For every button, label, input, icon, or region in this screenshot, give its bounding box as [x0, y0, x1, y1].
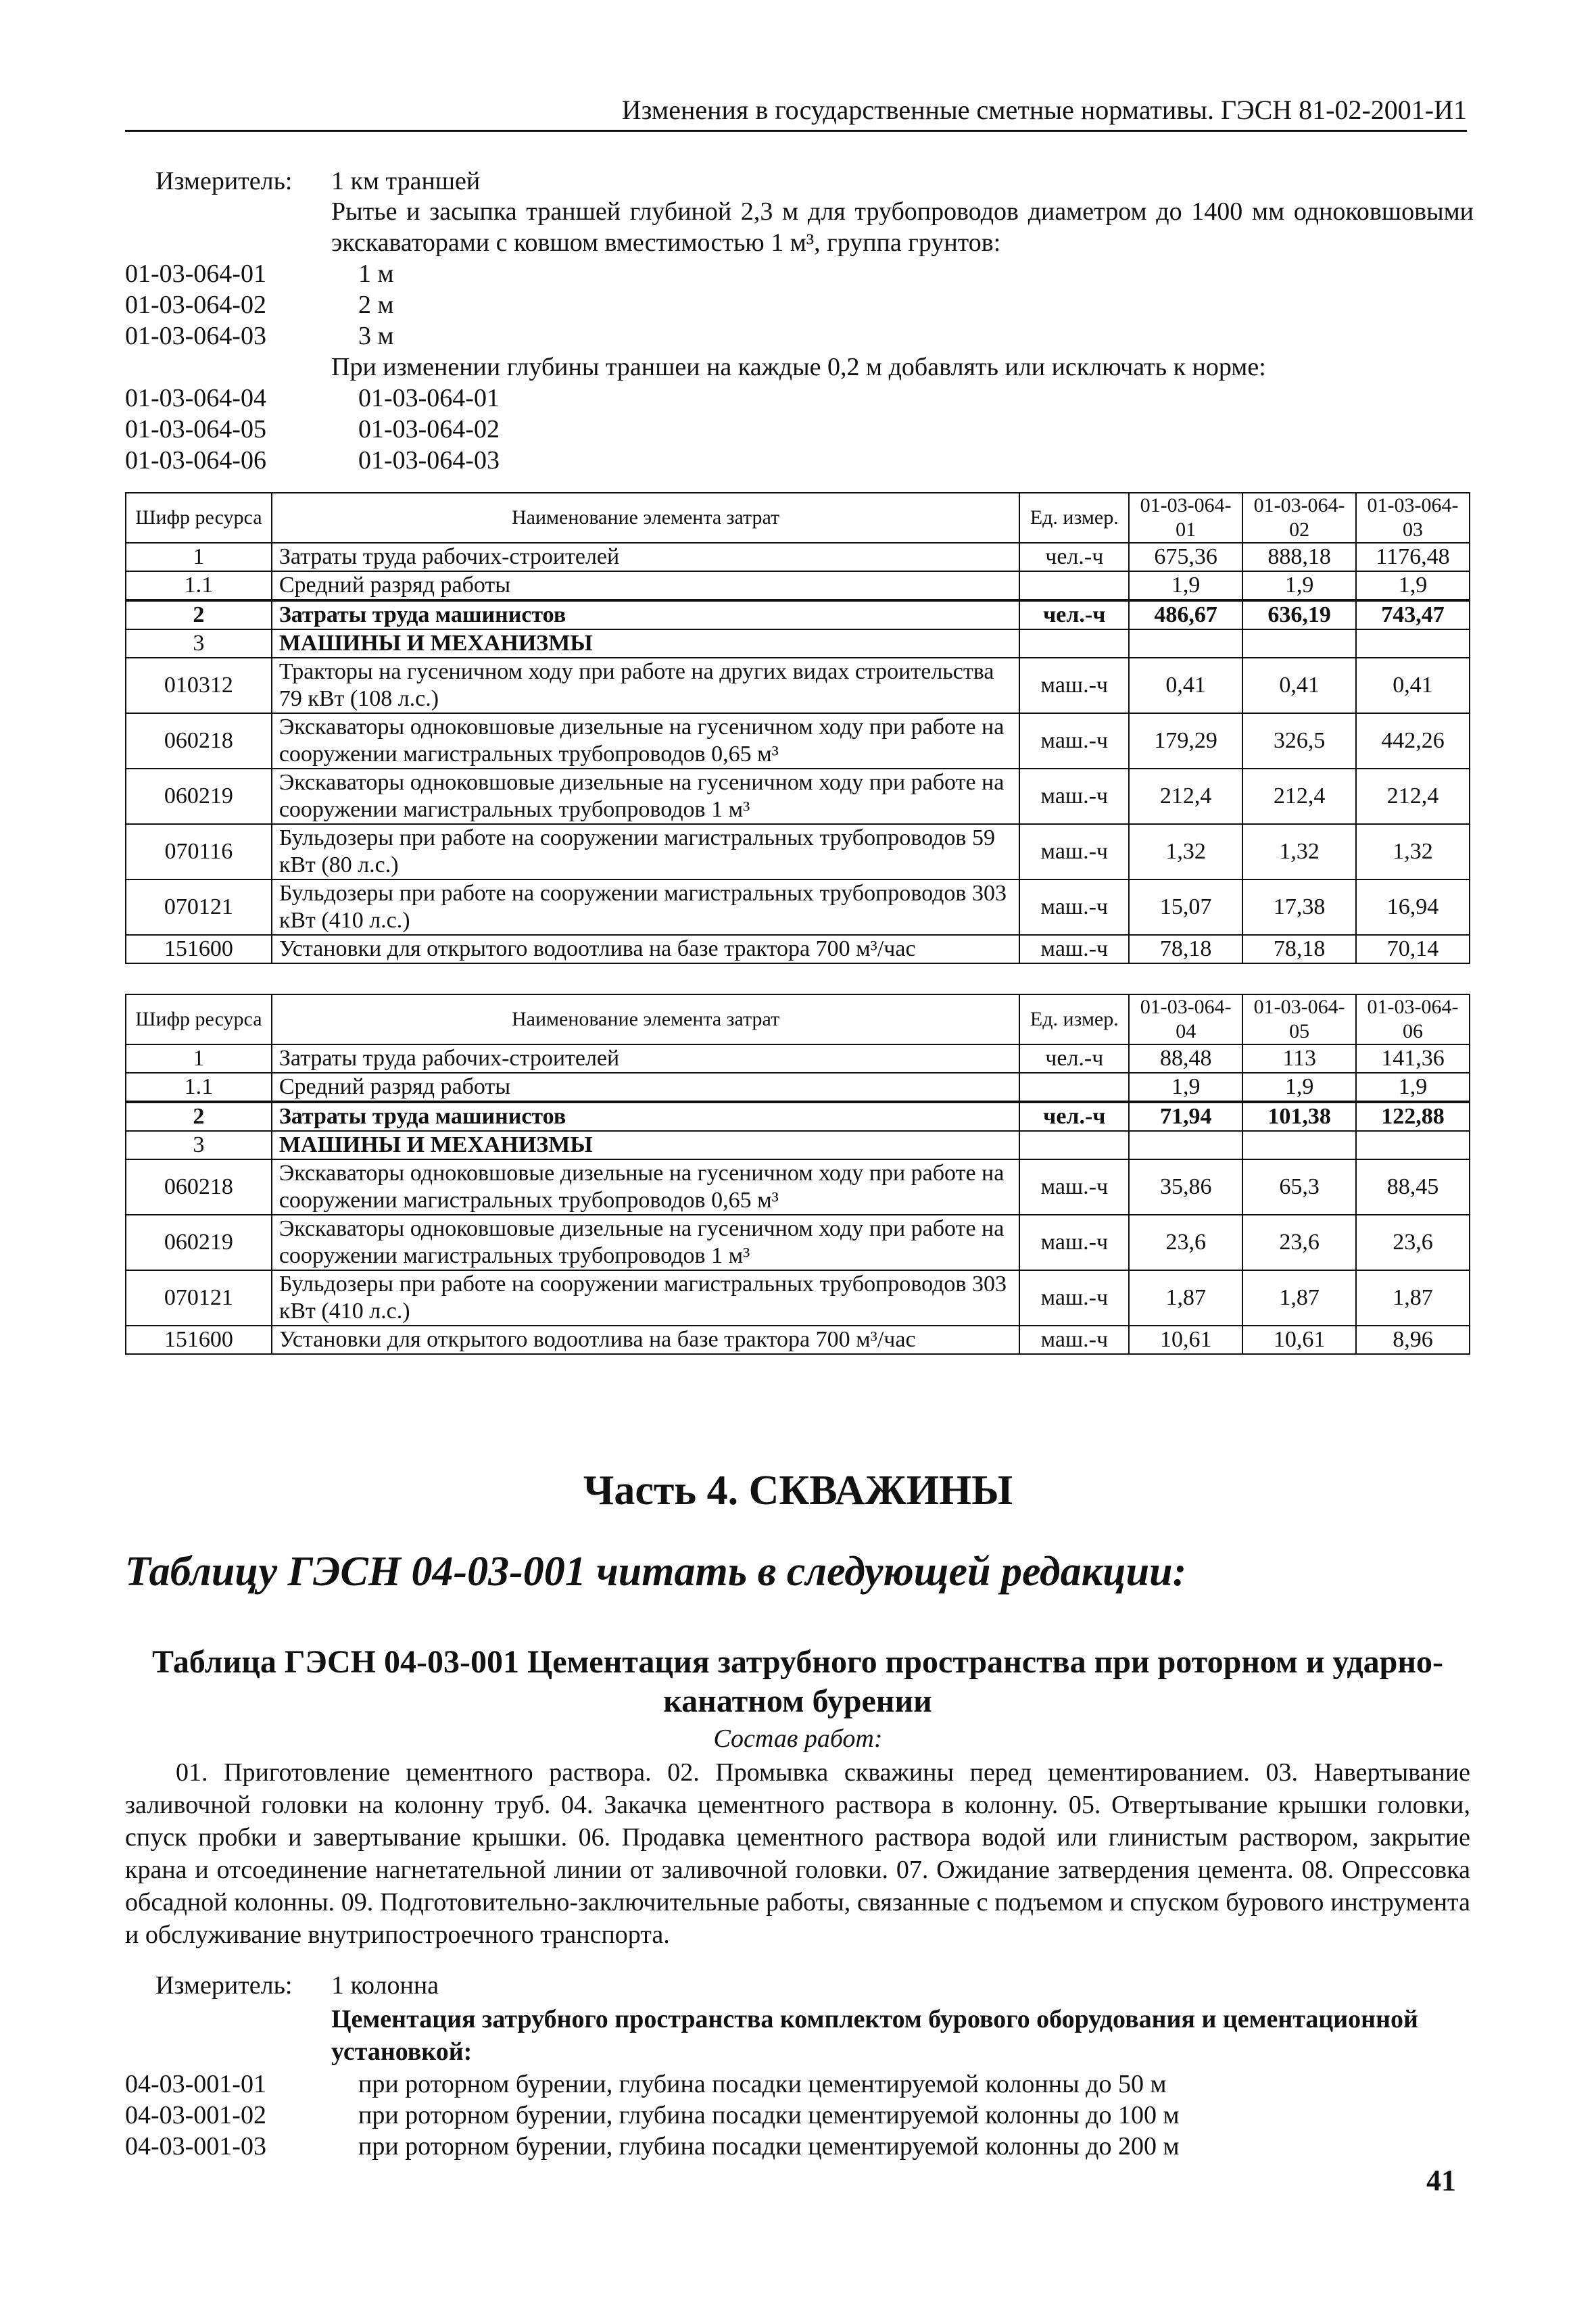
resource-code: 2: [126, 600, 272, 629]
resource-value: 10,61: [1129, 1326, 1242, 1354]
resource-value: [1242, 629, 1356, 658]
resource-name: Установки для открытого водоотлива на базе трактора 700 м³/час: [272, 1326, 1020, 1354]
resource-value: 636,19: [1242, 600, 1356, 629]
sostav-text: 01. Приготовление цементного раствора. 02. Промывка скважины перед цементированием. 03. Навертывание заливочной головки на колонну труб. 04. Закачка цементного раствора в колонну. 05. Отвертывание крышки головки, спуск пробки и завертывание крышки. 06. Продавка цементного раствора водой или глинистым раствором, закрытие крана и отсоединение нагнетательной линии от заливочной головки. 07. Ожидание затвердения цемента. 08. Опрессовка обсадной колонны. 09. Подготовительно-заключительные работы, связанные с подъемом и спуском бурового инструмента и обслуживание внутрипостроечного транспорта.: [125, 1758, 1470, 1949]
resource-code: 070116: [126, 824, 272, 879]
resource-value: 15,07: [1129, 879, 1242, 935]
resource-unit: чел.-ч: [1019, 1102, 1129, 1131]
resource-value: 78,18: [1129, 935, 1242, 963]
resource-value: 1,9: [1356, 1073, 1470, 1102]
column-header: 01-03-064-03: [1356, 493, 1470, 543]
resource-value: 88,45: [1356, 1159, 1470, 1215]
column-header: Наименование элемента затрат: [272, 493, 1020, 543]
table-row: [126, 935, 1470, 963]
resource-unit: маш.-ч: [1019, 658, 1129, 713]
change-note: При изменении глубины траншеи на каждые 0,2 м добавлять или исключать к норме:: [331, 353, 1266, 381]
resource-name: Экскаваторы одноковшовые дизельные на гусеничном ходу при работе на сооружении магистральных трубопроводов 1 м³: [272, 769, 1020, 824]
table-header-row: [126, 994, 1470, 1044]
code-item-text: 01-03-064-02: [358, 415, 500, 443]
table-row: [126, 1102, 1470, 1131]
resource-unit: маш.-ч: [1019, 1159, 1129, 1215]
resource-value: 65,3: [1242, 1159, 1356, 1215]
code-item-text: 01-03-064-01: [358, 384, 500, 412]
table-row: [126, 1326, 1470, 1354]
resource-table-1: [125, 492, 1470, 964]
table-row: [126, 1159, 1470, 1215]
resource-value: 1,9: [1242, 1073, 1356, 1102]
resource-value: 486,67: [1129, 600, 1242, 629]
table-row: [126, 543, 1470, 571]
resource-code: 1.1: [126, 571, 272, 600]
resource-value: 71,94: [1129, 1102, 1242, 1131]
resource-value: 8,96: [1356, 1326, 1470, 1354]
table-row: [126, 824, 1470, 879]
table-row: [126, 1044, 1470, 1073]
column-header: 01-03-064-02: [1242, 493, 1356, 543]
resource-value: 212,4: [1129, 769, 1242, 824]
sostav-label: Состав работ:: [713, 1724, 883, 1753]
resource-unit: [1019, 1073, 1129, 1102]
column-header: Наименование элемента затрат: [272, 994, 1020, 1044]
table-row: [126, 769, 1470, 824]
resource-value: 101,38: [1242, 1102, 1356, 1131]
resource-value: 1,9: [1129, 571, 1242, 600]
resource-name: Затраты труда рабочих-строителей: [272, 543, 1020, 571]
subtitle: Таблицу ГЭСН 04-03-001 читать в следующей редакции:: [125, 1549, 1187, 1595]
work-heading: Цементация затрубного пространства комплектом бурового оборудования и цементационной установкой:: [331, 2005, 1418, 2066]
resource-name: Экскаваторы одноковшовые дизельные на гусеничном ходу при работе на сооружении магистральных трубопроводов 1 м³: [272, 1215, 1020, 1270]
resource-value: 23,6: [1242, 1215, 1356, 1270]
resource-code: 151600: [126, 1326, 272, 1354]
resource-value: 888,18: [1242, 543, 1356, 571]
resource-unit: чел.-ч: [1019, 1044, 1129, 1073]
resource-value: 1,87: [1356, 1270, 1470, 1326]
resource-value: [1356, 1131, 1470, 1159]
resource-value: 179,29: [1129, 713, 1242, 769]
code-item: 04-03-001-03: [125, 2132, 266, 2161]
column-header: Ед. измер.: [1019, 493, 1129, 543]
resource-code: 1: [126, 543, 272, 571]
resource-unit: маш.-ч: [1019, 1215, 1129, 1270]
resource-value: 23,6: [1129, 1215, 1242, 1270]
resource-code: 060218: [126, 713, 272, 769]
resource-unit: [1019, 629, 1129, 658]
meter-value: 1 км траншей: [331, 167, 481, 195]
resource-name: МАШИНЫ И МЕХАНИЗМЫ: [272, 1131, 1020, 1159]
code-item: 04-03-001-02: [125, 2101, 266, 2129]
code-item: 01-03-064-05: [125, 415, 266, 443]
table-row: [126, 629, 1470, 658]
code-item-text: 1 м: [358, 260, 394, 288]
resource-value: 35,86: [1129, 1159, 1242, 1215]
resource-value: 23,6: [1356, 1215, 1470, 1270]
code-item-text: при роторном бурении, глубина посадки цементируемой колонны до 200 м: [358, 2132, 1180, 2161]
resource-value: 17,38: [1242, 879, 1356, 935]
resource-code: 151600: [126, 935, 272, 963]
resource-value: 70,14: [1356, 935, 1470, 963]
resource-value: 326,5: [1242, 713, 1356, 769]
part-title: Часть 4. СКВАЖИНЫ: [583, 1468, 1013, 1514]
resource-value: 78,18: [1242, 935, 1356, 963]
resource-value: 1,87: [1129, 1270, 1242, 1326]
code-item-text: при роторном бурении, глубина посадки цементируемой колонны до 100 м: [358, 2101, 1180, 2129]
resource-unit: чел.-ч: [1019, 543, 1129, 571]
meter-label: Измеритель:: [155, 167, 293, 195]
resource-code: 070121: [126, 1270, 272, 1326]
resource-value: 1,9: [1129, 1073, 1242, 1102]
meter-label: Измеритель:: [155, 1971, 293, 2000]
table-row: [126, 713, 1470, 769]
table-row: [126, 1131, 1470, 1159]
code-item: 04-03-001-01: [125, 2070, 266, 2098]
resource-unit: маш.-ч: [1019, 1326, 1129, 1354]
resource-code: 060219: [126, 769, 272, 824]
resource-code: 060219: [126, 1215, 272, 1270]
resource-value: [1242, 1131, 1356, 1159]
meter-value: 1 колонна: [331, 1971, 439, 2000]
code-item-text: 2 м: [358, 291, 394, 319]
resource-value: 743,47: [1356, 600, 1470, 629]
resource-value: 0,41: [1242, 658, 1356, 713]
resource-unit: чел.-ч: [1019, 600, 1129, 629]
resource-unit: маш.-ч: [1019, 879, 1129, 935]
resource-name: Затраты труда машинистов: [272, 600, 1020, 629]
code-item-text: при роторном бурении, глубина посадки цементируемой колонны до 50 м: [358, 2070, 1167, 2098]
resource-value: 10,61: [1242, 1326, 1356, 1354]
resource-value: 141,36: [1356, 1044, 1470, 1073]
code-item: 01-03-064-06: [125, 446, 266, 475]
resource-name: Тракторы на гусеничном ходу при работе на других видах строительства 79 кВт (108 л.с.): [272, 658, 1020, 713]
resource-name: Экскаваторы одноковшовые дизельные на гусеничном ходу при работе на сооружении магистральных трубопроводов 0,65 м³: [272, 1159, 1020, 1215]
page-number: 41: [1426, 2164, 1456, 2197]
resource-value: 442,26: [1356, 713, 1470, 769]
code-item-text: 3 м: [358, 322, 394, 350]
resource-value: 1,9: [1242, 571, 1356, 600]
resource-unit: [1019, 571, 1129, 600]
block1-description: Рытье и засыпка траншей глубиной 2,3 м для трубопроводов диаметром до 1400 мм одноковшовыми экскаваторами с ковшом вместимостью 1 м³, группа грунтов:: [331, 197, 1474, 257]
resource-name: Бульдозеры при работе на сооружении магистральных трубопроводов 303 кВт (410 л.с.): [272, 1270, 1020, 1326]
resource-name: Установки для открытого водоотлива на базе трактора 700 м³/час: [272, 935, 1020, 963]
resource-code: 2: [126, 1102, 272, 1131]
resource-value: 675,36: [1129, 543, 1242, 571]
resource-unit: маш.-ч: [1019, 769, 1129, 824]
resource-unit: маш.-ч: [1019, 824, 1129, 879]
resource-unit: маш.-ч: [1019, 713, 1129, 769]
table-row: [126, 658, 1470, 713]
page-header: Изменения в государственные сметные нормативы. ГЭСН 81-02-2001-И1: [125, 93, 1467, 132]
resource-unit: [1019, 1131, 1129, 1159]
code-item-text: 01-03-064-03: [358, 446, 500, 475]
table-row: [126, 1215, 1470, 1270]
code-item: 01-03-064-04: [125, 384, 266, 412]
table-header-row: [126, 493, 1470, 543]
resource-value: 16,94: [1356, 879, 1470, 935]
column-header: Шифр ресурса: [126, 994, 272, 1044]
resource-code: 1: [126, 1044, 272, 1073]
table-row: [126, 1073, 1470, 1102]
code-item: 01-03-064-02: [125, 291, 266, 319]
resource-value: 1,32: [1242, 824, 1356, 879]
column-header: 01-03-064-06: [1356, 994, 1470, 1044]
resource-code: 3: [126, 1131, 272, 1159]
resource-name: Затраты труда рабочих-строителей: [272, 1044, 1020, 1073]
resource-code: 3: [126, 629, 272, 658]
resource-value: 122,88: [1356, 1102, 1470, 1131]
resource-value: 0,41: [1129, 658, 1242, 713]
resource-code: 010312: [126, 658, 272, 713]
column-header: 01-03-064-04: [1129, 994, 1242, 1044]
resource-unit: маш.-ч: [1019, 1270, 1129, 1326]
table-title: Таблица ГЭСН 04-03-001 Цементация затрубного пространства при роторном и ударно-канатном бурении: [152, 1644, 1443, 1719]
table-row: [126, 571, 1470, 600]
resource-value: 113: [1242, 1044, 1356, 1073]
code-item: 01-03-064-01: [125, 260, 266, 288]
resource-value: 0,41: [1356, 658, 1470, 713]
column-header: 01-03-064-01: [1129, 493, 1242, 543]
resource-value: 1,32: [1356, 824, 1470, 879]
resource-name: Экскаваторы одноковшовые дизельные на гусеничном ходу при работе на сооружении магистральных трубопроводов 0,65 м³: [272, 713, 1020, 769]
resource-table-2: [125, 994, 1470, 1355]
resource-value: 1,32: [1129, 824, 1242, 879]
resource-value: 1176,48: [1356, 543, 1470, 571]
resource-name: Бульдозеры при работе на сооружении магистральных трубопроводов 59 кВт (80 л.с.): [272, 824, 1020, 879]
resource-name: Средний разряд работы: [272, 571, 1020, 600]
resource-value: [1356, 629, 1470, 658]
resource-value: [1129, 1131, 1242, 1159]
resource-name: Затраты труда машинистов: [272, 1102, 1020, 1131]
resource-unit: маш.-ч: [1019, 935, 1129, 963]
resource-code: 070121: [126, 879, 272, 935]
column-header: 01-03-064-05: [1242, 994, 1356, 1044]
resource-code: 060218: [126, 1159, 272, 1215]
resource-value: 212,4: [1356, 769, 1470, 824]
table-row: [126, 600, 1470, 629]
resource-value: 212,4: [1242, 769, 1356, 824]
resource-code: 1.1: [126, 1073, 272, 1102]
resource-value: 1,87: [1242, 1270, 1356, 1326]
resource-name: МАШИНЫ И МЕХАНИЗМЫ: [272, 629, 1020, 658]
resource-name: Бульдозеры при работе на сооружении магистральных трубопроводов 303 кВт (410 л.с.): [272, 879, 1020, 935]
table-row: [126, 1270, 1470, 1326]
resource-value: [1129, 629, 1242, 658]
resource-value: 1,9: [1356, 571, 1470, 600]
code-item: 01-03-064-03: [125, 322, 266, 350]
column-header: Шифр ресурса: [126, 493, 272, 543]
table-row: [126, 879, 1470, 935]
resource-name: Средний разряд работы: [272, 1073, 1020, 1102]
resource-value: 88,48: [1129, 1044, 1242, 1073]
column-header: Ед. измер.: [1019, 994, 1129, 1044]
